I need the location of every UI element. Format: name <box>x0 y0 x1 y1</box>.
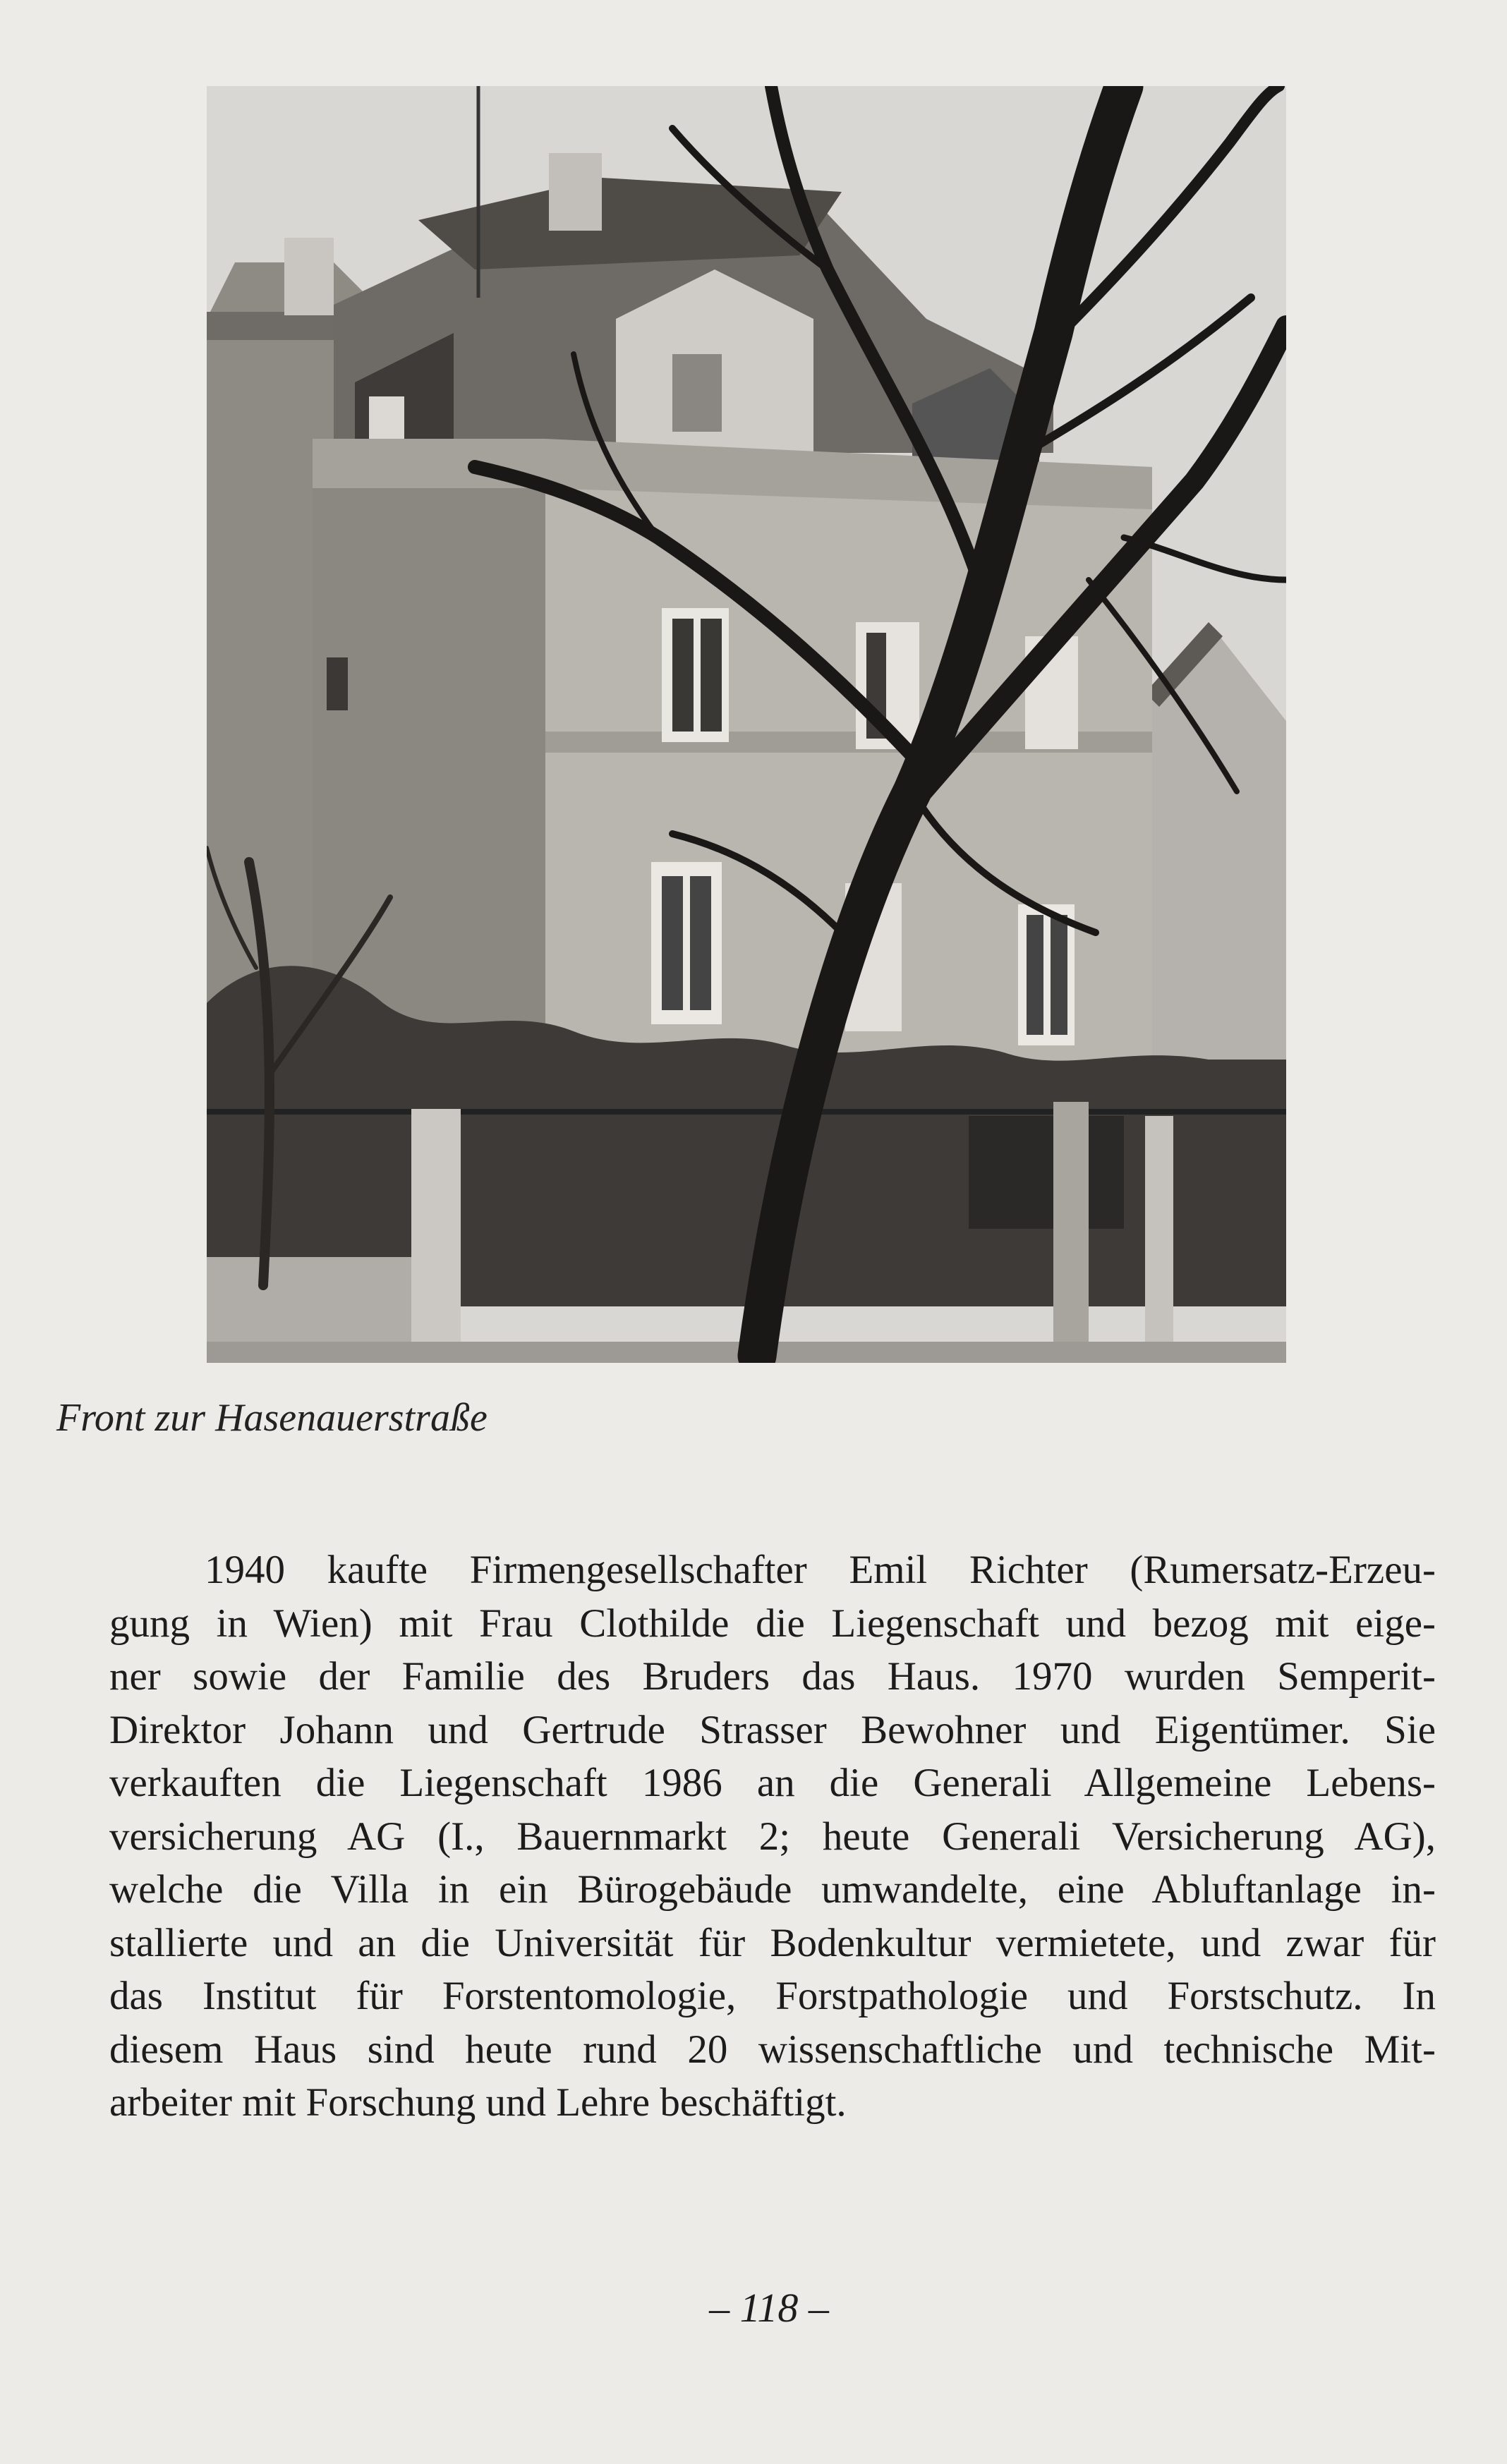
paragraph-line: diesem Haus sind heute rund 20 wissenschaftliche und technische Mit- <box>109 2027 1436 2072</box>
paragraph-line: das Institut für Forstentomologie, Forstpathologie und Forstschutz. In <box>109 1974 1436 2018</box>
paragraph-line: verkauften die Liegenschaft 1986 an die Generali Allgemeine Lebens- <box>109 1761 1436 1805</box>
page-number: – 118 – <box>709 2285 829 2331</box>
paragraph-line: 1940 kaufte Firmengesellschafter Emil Richter (Rumersatz-Erzeu- <box>205 1548 1436 1592</box>
paragraph-line: welche die Villa in ein Bürogebäude umwandelte, eine Abluftanlage in- <box>109 1867 1436 1912</box>
paragraph-line: stallierte und an die Universität für Bodenkultur vermietete, und zwar für <box>109 1920 1436 1965</box>
paragraph-line: Direktor Johann und Gertrude Strasser Bewohner und Eigentümer. Sie <box>109 1707 1436 1752</box>
paragraph-line: gung in Wien) mit Frau Clothilde die Liegenschaft und bezog mit eige- <box>109 1601 1436 1646</box>
photo-caption: Front zur Hasenauerstraße <box>56 1396 488 1440</box>
villa-photo-illustration <box>207 86 1286 1363</box>
villa-photograph <box>207 86 1286 1363</box>
paragraph-line: ner sowie der Familie des Bruders das Haus. 1970 wurden Semperit- <box>109 1654 1436 1699</box>
body-paragraph <box>109 1543 1436 2130</box>
paragraph-line: arbeiter mit Forschung und Lehre beschäftigt. <box>109 2080 847 2125</box>
paragraph-line: versicherung AG (I., Bauernmarkt 2; heute Generali Versicherung AG), <box>109 1814 1436 1859</box>
